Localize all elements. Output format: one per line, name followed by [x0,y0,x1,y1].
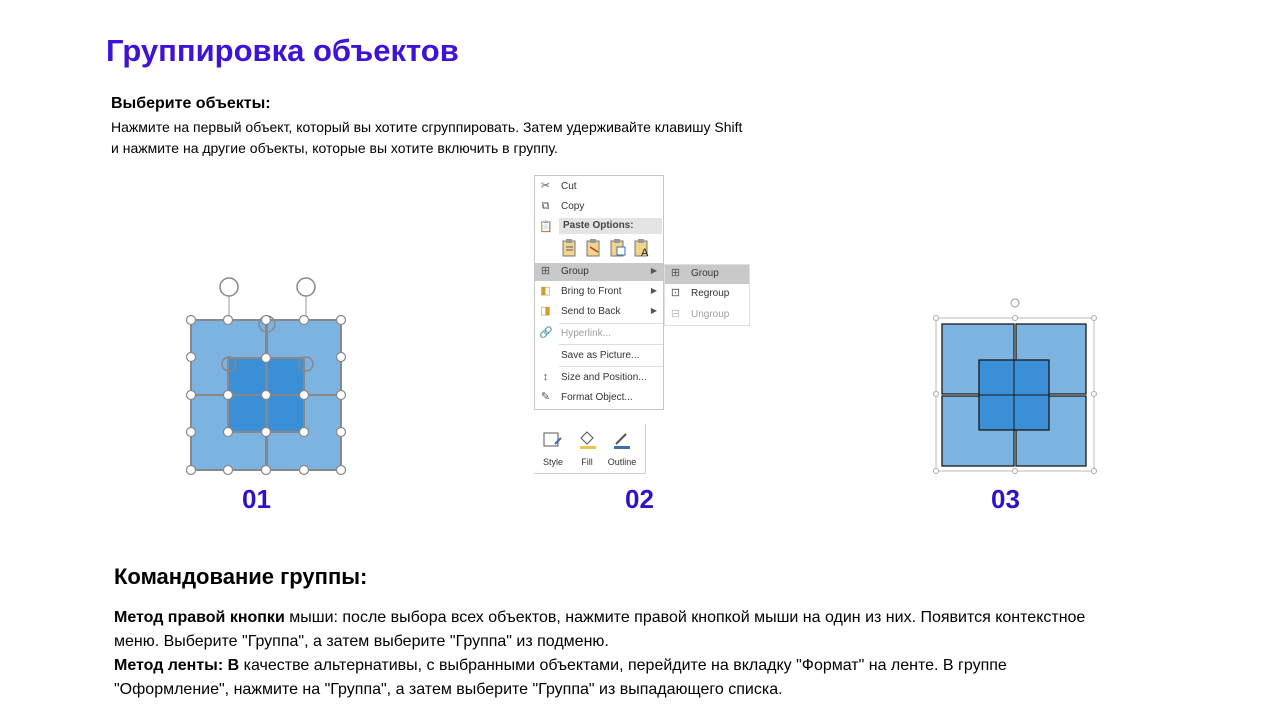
selection-illustration [180,272,355,482]
method-text: мыши: после выбора всех объектов, нажмите правой кнопкой мыши на один из них. Появится контекстное меню. Выберите "Группа", а затем выберите "Группа" из подменю. [114,609,1086,650]
method-label: Метод ленты: В [114,657,240,674]
paste-keep-format-icon[interactable] [561,238,579,258]
hyperlink-icon: 🔗 [539,327,553,339]
submenu-arrow-icon: ▶ [650,306,657,315]
step-number-02: 02 [625,484,654,514]
format-icon: ✎ [540,391,551,403]
menu-item-label: Bring to Front [561,286,622,297]
method-label: Метод правой кнопки [114,609,285,626]
style-label: Style [542,457,563,467]
style-button[interactable] [540,428,566,467]
step-number-03: 03 [991,484,1020,514]
format-ribbon [534,424,646,474]
menu-item-hyperlink [535,325,663,343]
paste-text-only-icon[interactable] [633,238,651,258]
menu-item-label: Cut [561,181,577,192]
menu-item-label: Send to Back [561,306,621,317]
method-text: качестве альтернативы, с выбранными объектами, перейдите на вкладку "Формат" на ленте. В группе "Оформление", нажмите на "Группа", а затем выберите "Группа" из выпадающего списка. [114,657,1007,698]
menu-item-bring-to-front[interactable] [535,283,663,301]
submenu-item-label: Regroup [691,288,730,299]
menu-item-label: Hyperlink... [561,328,612,339]
paste-icon: 📋 [539,221,553,233]
paste-use-destination-icon[interactable] [585,238,603,258]
submenu-arrow-icon: ▶ [650,266,657,275]
send-back-icon: ◨ [540,305,551,317]
style-icon [541,428,565,450]
paste-picture-icon[interactable] [609,238,627,258]
fill-button[interactable] [576,428,598,467]
submenu-arrow-icon: ▶ [650,286,657,295]
submenu-item-label: Ungroup [691,309,730,320]
menu-item-label: Format Object... [561,392,633,403]
grouped-result-illustration [930,296,1100,476]
menu-item-save-as-picture[interactable] [535,347,663,365]
right-click-method-paragraph [114,606,1114,654]
menu-item-format-object[interactable] [535,389,663,407]
ribbon-method-paragraph [114,654,1114,702]
menu-item-cut[interactable] [535,178,663,196]
menu-item-send-to-back[interactable] [535,303,663,321]
menu-item-label: Copy [561,201,585,212]
regroup-icon: ⊡ [670,287,681,299]
section1-heading: Выберите объекты: [111,95,271,112]
menu-item-label: Size and Position... [561,372,647,383]
scissors-icon: ✂ [540,180,551,192]
menu-item-label: Save as Picture... [561,350,640,361]
group-submenu [664,264,750,326]
copy-icon: ⧉ [541,200,550,212]
context-menu [534,175,664,410]
paste-options-header: Paste Options: [559,218,662,234]
section2-heading: Командование группы: [114,564,368,589]
bring-front-icon: ◧ [540,285,551,297]
rotate-handle-icon[interactable] [1011,299,1019,307]
svg-text:A: A [641,247,649,258]
outline-button[interactable] [604,428,640,467]
ungroup-icon: ⊟ [670,308,681,320]
fill-label: Fill [581,457,593,467]
step-number-01: 01 [242,484,271,514]
submenu-item-regroup[interactable] [665,285,749,304]
menu-item-group[interactable] [535,263,663,281]
fill-bucket-icon [576,428,600,450]
submenu-item-label: Group [691,268,719,279]
outline-label: Outline [607,457,637,467]
menu-item-size-position[interactable] [535,369,663,387]
group-icon: ⊞ [540,265,551,277]
submenu-item-ungroup [665,306,749,325]
submenu-item-group[interactable] [665,265,749,284]
group-icon: ⊞ [670,267,681,279]
page-title: Группировка объектов [106,33,459,68]
section1-body: Нажмите на первый объект, который вы хотите сгруппировать. Затем удерживайте клавишу Shift и нажмите на другие объекты, которые вы хотите включить в группу. [111,119,743,156]
size-position-icon: ↕ [542,371,549,383]
outline-pen-icon [610,428,634,450]
menu-item-copy[interactable] [535,198,663,216]
menu-item-label: Group [561,266,589,277]
